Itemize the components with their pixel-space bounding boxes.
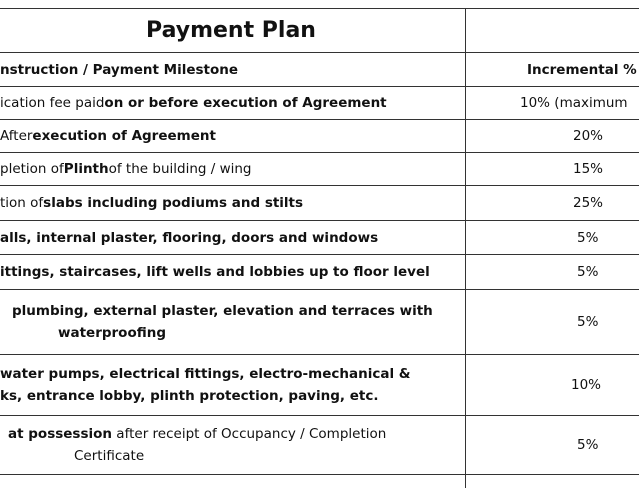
row-text: of the building / wing — [108, 161, 252, 177]
row-text-bold: ittings, staircases, lift wells and lobbies up to floor level — [0, 264, 430, 280]
row-percent: 5% — [577, 229, 599, 246]
row-text-bold: at possession — [8, 426, 113, 442]
row-percent: 15% — [573, 161, 604, 177]
table-row — [0, 221, 466, 254]
row-percent: 25% — [573, 195, 604, 211]
row-text-bold: alls, internal plaster, flooring, doors and windows — [0, 229, 379, 246]
table-row — [0, 153, 466, 185]
row-text: ication fee paid — [0, 95, 105, 111]
row-text-line2: waterproofing — [58, 325, 166, 341]
row-text-bold: Plinth — [63, 161, 109, 177]
row-percent: 5% — [577, 437, 599, 453]
row-text: After — [0, 128, 33, 144]
row-percent: 10% — [571, 377, 602, 393]
row-text-line1: plumbing, external plaster, elevation and terraces with — [12, 303, 433, 319]
row-text-bold: slabs including podiums and stilts — [43, 195, 304, 211]
row-percent: 5% — [577, 314, 599, 330]
table-row — [0, 290, 478, 354]
table-row — [0, 120, 466, 152]
row-text-bold: on or before execution of Agreement — [104, 95, 387, 111]
row-text: pletion of — [0, 161, 64, 177]
row-text-bold: execution of Agreement — [32, 128, 216, 144]
table-row — [0, 255, 466, 289]
table-row — [0, 416, 474, 474]
milestone-header: nstruction / Payment Milestone — [0, 61, 239, 78]
row-percent: 5% — [577, 264, 599, 280]
page-title — [0, 9, 474, 52]
row-text-line2: ks, entrance lobby, plinth protection, paving, etc. — [0, 388, 379, 404]
table-row — [0, 355, 466, 415]
incremental-header: Incremental % — [527, 61, 637, 78]
title-text: Payment Plan — [146, 17, 316, 43]
row-percent: 20% — [573, 128, 604, 144]
row-text-line1: after receipt of Occupancy / Completion — [112, 426, 387, 442]
table-row — [0, 186, 466, 220]
row-text: tion of — [0, 195, 44, 211]
table-row — [0, 87, 466, 119]
row-text-line2: Certificate — [74, 448, 145, 464]
row-percent: 10% (maximum — [520, 95, 628, 111]
row-text-line1: water pumps, electrical fittings, electro-mechanical & — [0, 366, 411, 382]
